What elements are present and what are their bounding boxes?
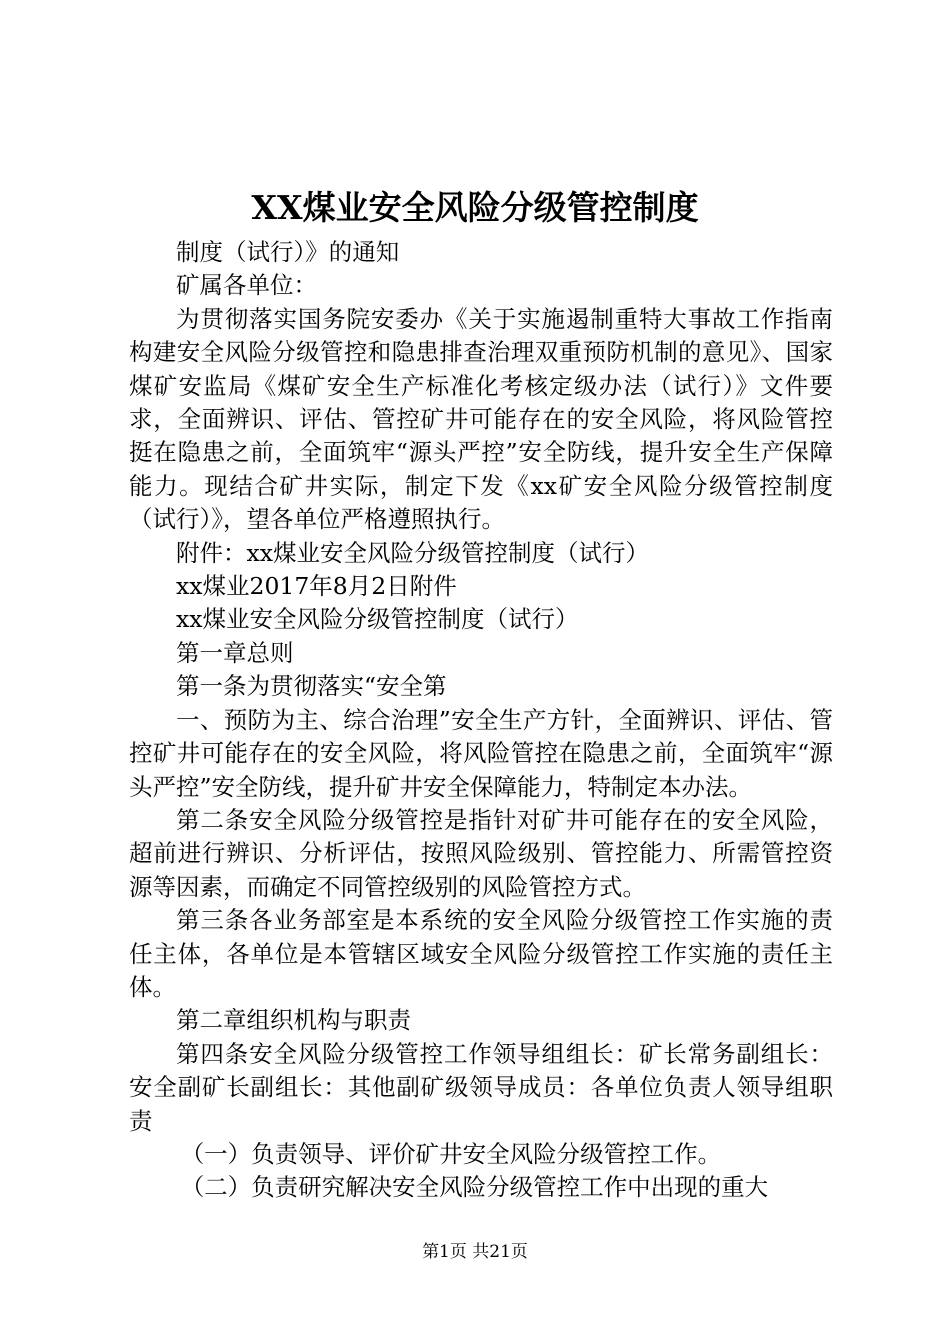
- paragraph: 第四条安全风险分级管控工作领导组组长：矿长常务副组长：安全副矿长副组长：其他副矿级领导成员：各单位负责人领导组职责: [129, 1039, 833, 1135]
- paragraph: 为贯彻落实国务院安委办《关于实施遏制重特大事故工作指南构建安全风险分级管控和隐患排查治理双重预防机制的意见》、国家煤矿安监局《煤矿安全生产标准化考核定级办法（试行）》文件要求，全面辨识、评估、管控矿井可能存在的安全风险，将风险管控挺在隐患之前，全面筑牢“源头严控”安全防线，提升安全生产保障能力。现结合矿井实际，制定下发《xx矿安全风险分级管控制度（试行）》，望各单位严格遵照执行。: [129, 304, 833, 534]
- paragraph: 附件：xx煤业安全风险分级管控制度（试行）: [176, 538, 650, 567]
- page-footer: 第1页 共21页: [422, 1242, 528, 1262]
- paragraph: xx煤业2017年8月2日附件: [176, 572, 457, 601]
- paragraph: xx煤业安全风险分级管控制度（试行）: [176, 605, 579, 634]
- document-body: [129, 236, 833, 1205]
- document-title: XX煤业安全风险分级管控制度: [251, 188, 699, 227]
- paragraph: 第二条安全风险分级管控是指针对矿井可能存在的安全风险，超前进行辨识、分析评估，按照风险级别、管控能力、所需管控资源等因素，而确定不同管控级别的风险管控方式。: [129, 805, 833, 901]
- paragraph: 第一条为贯彻落实“安全第: [176, 672, 447, 701]
- paragraph: （二）负责研究解决安全风险分级管控工作中出现的重大: [180, 1173, 769, 1202]
- paragraph: 制度（试行）》的通知: [176, 238, 400, 266]
- paragraph: 第三条各业务部室是本系统的安全风险分级管控工作实施的责任主体，各单位是本管辖区域安全风险分级管控工作实施的责任主体。: [129, 906, 833, 1001]
- paragraph: 第一章总则: [176, 638, 294, 667]
- paragraph: 矿属各单位：: [176, 271, 317, 300]
- paragraph: 第二章组织机构与职责: [176, 1006, 411, 1035]
- paragraph: 一、预防为主、综合治理”安全生产方针，全面辨识、评估、管控矿井可能存在的安全风险，将风险管控在隐患之前，全面筑牢“源头严控”安全防线，提升矿井安全保障能力，特制定本办法。: [129, 705, 833, 801]
- paragraph: （一）负责领导、评价矿井安全风险分级管控工作。: [180, 1139, 722, 1168]
